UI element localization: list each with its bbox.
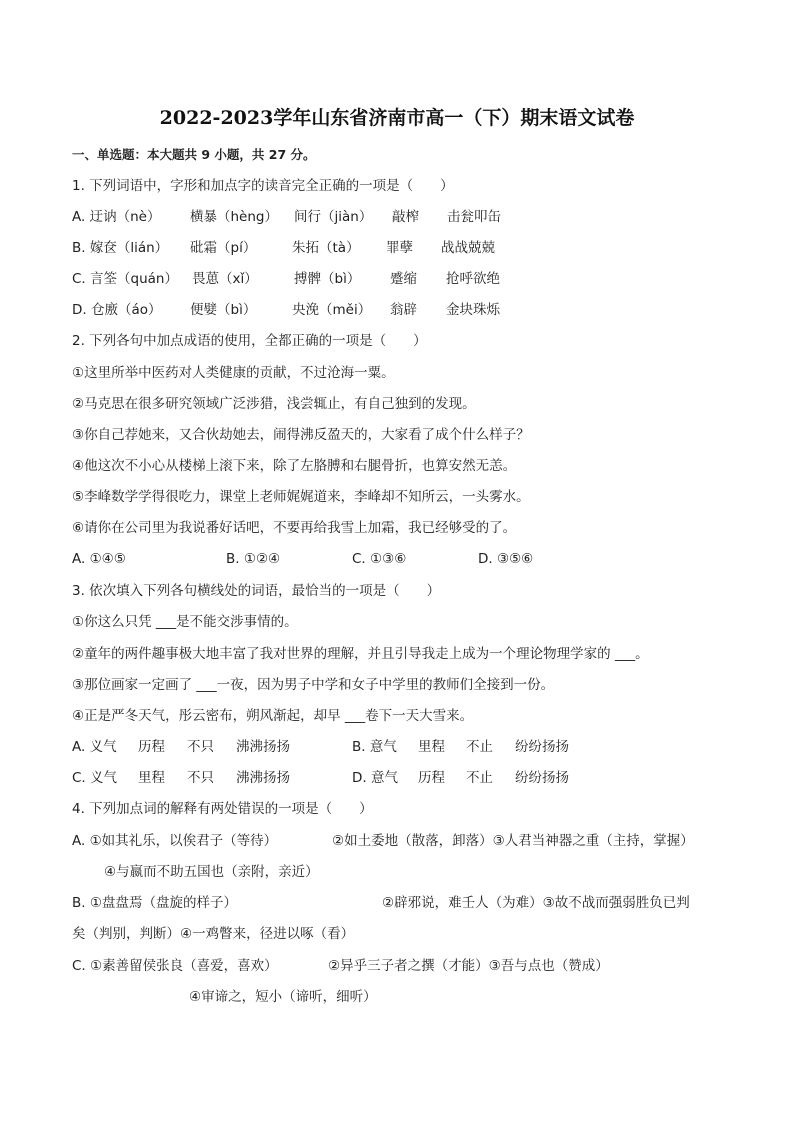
question-4-option-b-part1: B. ①盘盘焉（盘旋的样子） [72,895,237,911]
question-4-option-b-part3: 矣（判别，判断）④一鸡瞥来，径进以啄（看） [72,926,355,942]
question-2-item: ⑥请你在公司里为我说番好话吧，不要再给我雪上加霜，我已经够受的了。 [72,520,517,536]
option-b: B. ①②④ [226,551,281,567]
option-text: 搏髀（bì） [294,271,361,287]
option-text: 朱拓（tà） [292,240,360,256]
option-text: D. 仓廒（áo） [72,302,162,318]
question-4-option-a-part1: A. ①如其礼乐，以俟君子（等待） [72,833,278,849]
option-text: 不止 [466,770,493,786]
section-heading: 一、单选题：本大题共 9 小题，共 27 分。 [72,147,316,162]
question-3-item: ③那位画家一定画了 ___一夜，因为男子中学和女子中学里的教师们全接到一份。 [72,677,555,693]
question-3-item: ④正是严冬天气，彤云密布，朔风渐起，却早 ___卷下一天大雪来。 [72,708,474,724]
question-4-option-c-part1: C. ①素善留侯张良（喜爱，喜欢） [72,958,278,974]
question-2-item: ⑤李峰数学学得很吃力，课堂上老师娓娓道来，李峰却不知所云，一头雾水。 [72,489,530,505]
option-text: 历程 [138,739,165,755]
question-2-item: ①这里所举中医药对人类健康的贡献，不过沧海一粟。 [72,365,395,381]
option-d: D. ③⑤⑥ [478,551,534,567]
question-1-stem: 1. 下列词语中，字形和加点字的读音完全正确的一项是（ ） [72,178,454,194]
question-3-stem: 3. 依次填入下列各句横线处的词语，最恰当的一项是（ ） [72,583,441,599]
option-a: A. ①④⑤ [72,551,126,567]
question-2-item: ④他这次不小心从楼梯上滚下来，除了左胳膊和右腿骨折，也算安然无恙。 [72,458,517,474]
option-c: C. ①③⑥ [352,551,407,567]
option-text: 抢呼欲绝 [446,271,500,287]
option-text: 罪孽 [386,240,413,256]
option-text: 纷纷扬扬 [515,770,569,786]
option-text: 不只 [187,739,214,755]
option-text: 金块珠烁 [446,302,500,318]
option-text: 击瓮叩缶 [447,209,501,225]
option-text: 里程 [138,770,165,786]
option-text: 敲榨 [392,209,419,225]
question-4-stem: 4. 下列加点词的解释有两处错误的一项是（ ） [72,801,373,817]
question-2-item: ③你自己荐她来，又合伙劫她去，闹得沸反盈天的，大家看了成个什么样子？ [72,427,530,443]
question-4-option-b-part2: ②辟邪说，难壬人（为难）③故不战而强弱胜负已判 [382,895,690,911]
option-text: 历程 [418,770,445,786]
option-text: 蹙缩 [390,271,417,287]
option-text: 沸沸扬扬 [236,739,290,755]
option-text: 便嬖（bì） [190,302,257,318]
option-text: C. 言筌（quán） [72,271,178,287]
option-text: 不止 [466,739,493,755]
option-text: 畏葸（xǐ） [192,271,258,287]
option-text: 间行（jiàn） [294,209,373,225]
option-text: D. 意气 [352,770,398,786]
exam-title: 2022-2023学年山东省济南市高一（下）期末语文试卷 [159,107,635,129]
question-2-item: ②马克思在很多研究领域广泛涉猎，浅尝辄止，有自己独到的发现。 [72,396,476,412]
option-text: 纷纷扬扬 [515,739,569,755]
question-3-item: ②童年的两件趣事极大地丰富了我对世界的理解，并且引导我走上成为一个理论物理学家的 ___。 [72,646,649,662]
question-4-option-a-part3: ④与嬴而不助五国也（亲附，亲近） [104,864,319,880]
option-text: A. 迂讷（nè） [72,209,161,225]
option-text: 战战兢兢 [441,240,495,256]
question-4-option-a-part2: ②如土委地（散落，卸落）③人君当神器之重（主持，掌握） [332,833,694,849]
option-text: 横暴（hèng） [190,209,278,225]
question-4-option-c-part2: ②异乎三子者之撰（才能）③吾与点也（赞成） [328,958,609,974]
question-2-stem: 2. 下列各句中加点成语的使用，全都正确的一项是（ ） [72,333,427,349]
question-3-item: ①你这么只凭 ___是不能交涉事情的。 [72,614,298,630]
option-text: A. 义气 [72,739,117,755]
option-text: C. 义气 [72,770,118,786]
option-text: 沸沸扬扬 [236,770,290,786]
option-text: 里程 [418,739,445,755]
option-text: B. 嫁奁（lián） [72,240,169,256]
option-text: 翁辟 [390,302,417,318]
option-text: 砒霜（pí） [190,240,257,256]
option-text: B. 意气 [352,739,397,755]
question-4-option-c-part3: ④审谛之，短小（谛听，细听） [189,989,377,1005]
option-text: 不只 [187,770,214,786]
option-text: 央浼（měi） [292,302,372,318]
